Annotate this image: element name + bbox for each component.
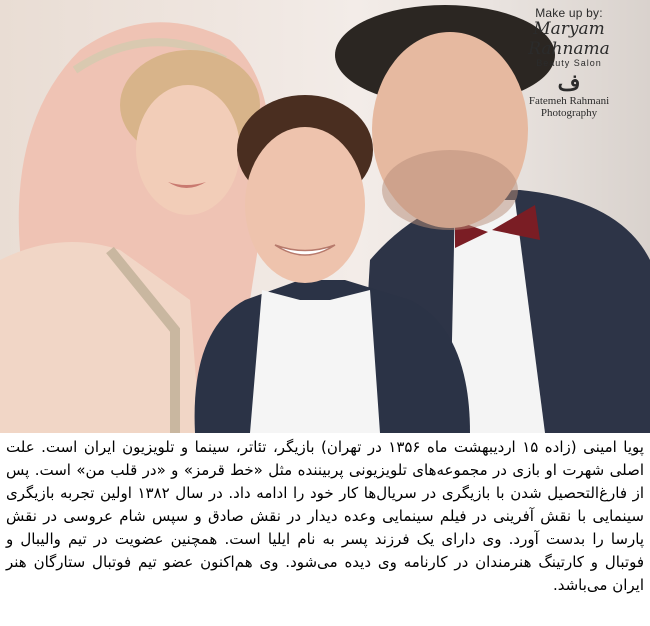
man-beard [382,150,518,230]
photo-credits [494,6,644,119]
boy-shirt [250,290,380,433]
photographer-label: Photography [540,107,598,119]
makeup-artist-name: Maryam Rahnama [528,19,610,59]
photographer-name: Fatemeh Rahmani [528,95,610,107]
woman-face [136,85,240,215]
makeup-label: Make up by: [535,6,603,20]
biography-caption: پویا امینی (زاده ۱۵ اردیبهشت ماه ۱۳۵۶ در تهران) بازیگر، تئاتر، سینما و تلویزیون ایران است. علت اصلی شهرت او بازی در مجموعه‌های تلویزیونی پربیننده مثل «خط قرمز» و «در قلب من» است. پس از فارغ‌التحصیل شدن با بازیگری در سریال‌ها کار خود را ادامه داد. در سال ۱۳۸۲ اولین تجربه بازیگری سینمایی با نقش آفرینی در فیلم سینمایی وعده دیدار در نقش صادق و سپس شام عروسی در نقش پارسا را بدست آورد. وی دارای یک فرزند پسر به نام ایلیا است. همچنین عضویت در تیم والیبال و فوتبال و کارتینگ هنرمندان در کارنامه وی دیده می‌شود. وی هم‌اکنون عضو تیم فوتبال ستارگان هنر ایران می‌باشد. [6,438,644,594]
photographer-logo: ف [557,70,581,96]
salon-label: Beauty Salon [536,58,602,68]
boy-face [245,127,365,283]
